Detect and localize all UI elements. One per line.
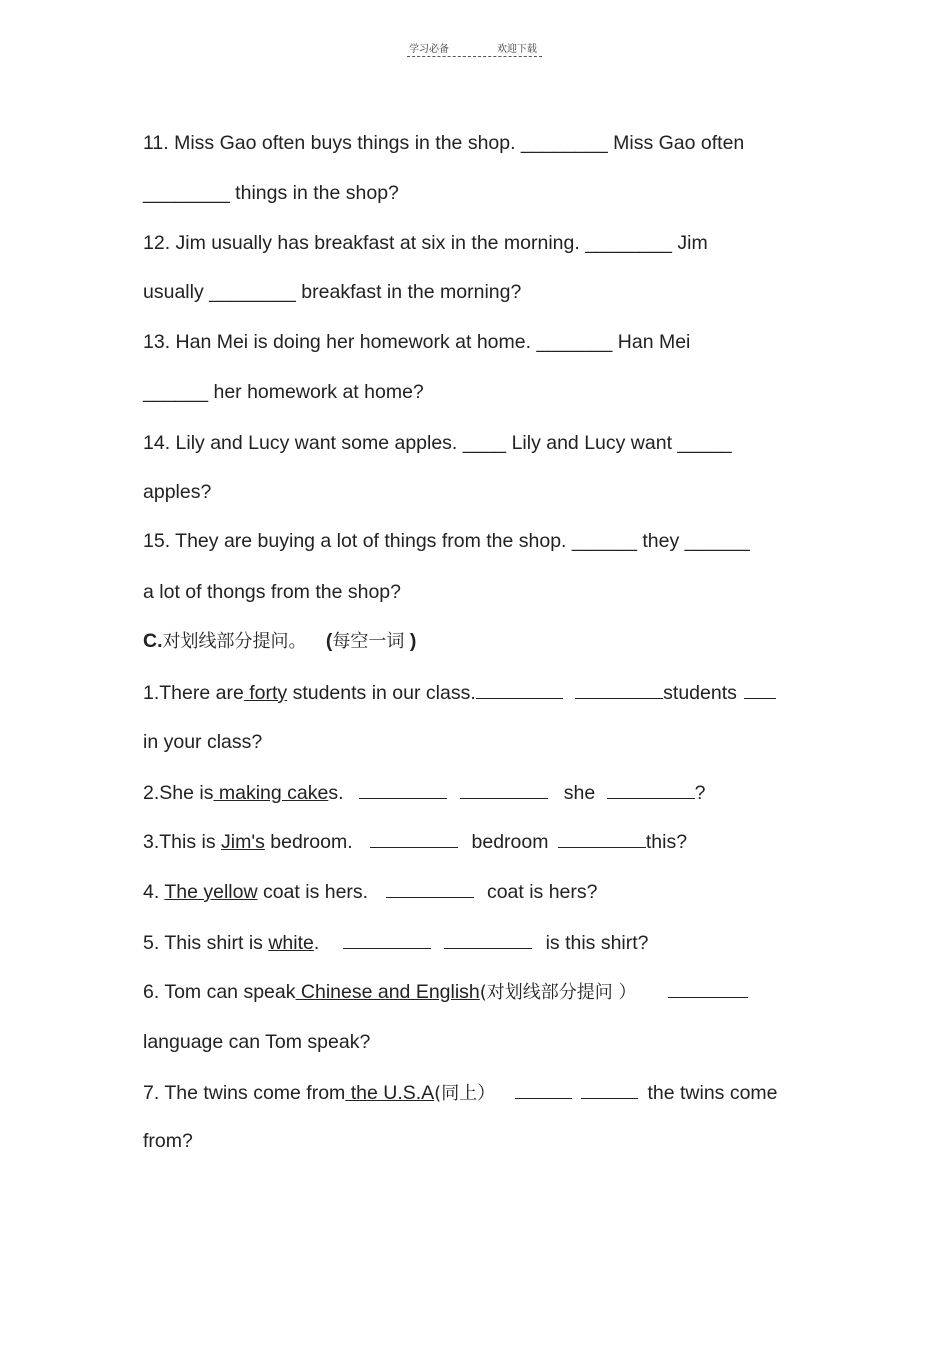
- question-c4: [143, 879, 598, 904]
- c2-underlined: making cake: [213, 782, 329, 804]
- c6-pre: 6. Tom can speak: [143, 981, 296, 1003]
- c3-underlined: Jim's: [221, 831, 265, 853]
- c7-underlined: the U.S.A: [345, 1082, 435, 1104]
- c7-pre: 7. The twins come from: [143, 1082, 346, 1104]
- c1-underlined: forty: [243, 682, 288, 704]
- c7-post: the twins come: [647, 1082, 778, 1104]
- c2-post: s.: [328, 782, 344, 804]
- c4-word: coat is hers?: [486, 881, 598, 903]
- question-13-line-1: 13. Han Mei is doing her homework at home. _______ Han Mei: [143, 331, 691, 353]
- question-c1-line-1: [143, 680, 776, 705]
- question-14-line-1: 14. Lily and Lucy want some apples. ____ Lily and Lucy want _____: [143, 432, 732, 454]
- c5-blank-1[interactable]: [343, 930, 431, 949]
- c3-blank-1[interactable]: [370, 829, 458, 848]
- question-c6-line-2: language can Tom speak?: [143, 1031, 371, 1053]
- c5-word: is this shirt?: [545, 932, 649, 954]
- c7-blank-1[interactable]: [515, 1080, 572, 1099]
- page-header: [407, 38, 542, 57]
- header-left-text: 学习必备: [409, 44, 449, 55]
- c3-blank-2[interactable]: [558, 829, 646, 848]
- question-c7-line-1: [143, 1080, 778, 1106]
- c1-word: students: [663, 682, 737, 704]
- c2-blank-3[interactable]: [607, 780, 695, 799]
- c5-underlined: white: [268, 932, 314, 954]
- section-c-paren-close: ): [404, 630, 417, 652]
- c4-blank-1[interactable]: [386, 879, 474, 898]
- c7-note: (同上）: [434, 1083, 496, 1104]
- section-c-heading: [143, 629, 416, 654]
- question-15-line-2: a lot of thongs from the shop?: [143, 581, 401, 603]
- c4-pre: 4.: [143, 881, 165, 903]
- question-12-line-1: 12. Jim usually has breakfast at six in the morning. ________ Jim: [143, 232, 708, 254]
- section-c-paren-text: 每空一词: [332, 631, 405, 652]
- c1-pre: 1.There are: [143, 682, 244, 704]
- c6-blank-1[interactable]: [668, 979, 748, 998]
- question-c5: [143, 930, 649, 955]
- c4-post: coat is hers.: [257, 881, 369, 903]
- c3-word-1: bedroom: [471, 831, 549, 853]
- c2-blank-1[interactable]: [359, 780, 447, 799]
- section-c-label: C.: [143, 630, 163, 652]
- c2-end: ?: [694, 782, 706, 804]
- question-c3: [143, 829, 687, 854]
- question-c6-line-1: [143, 979, 748, 1005]
- c1-blank-1[interactable]: [476, 680, 563, 699]
- question-11-line-1: 11. Miss Gao often buys things in the shop. ________ Miss Gao often: [143, 132, 745, 154]
- c6-note: (对划线部分提问 ）: [479, 982, 637, 1003]
- c3-word-2: this?: [645, 831, 688, 853]
- c2-pre: 2.She is: [143, 782, 214, 804]
- question-15-line-1: 15. They are buying a lot of things from the shop. ______ they ______: [143, 530, 750, 552]
- c2-word: she: [563, 782, 596, 804]
- question-14-line-2: apples?: [143, 481, 212, 503]
- c3-pre: 3.This is: [143, 831, 222, 853]
- c2-blank-2[interactable]: [460, 780, 548, 799]
- header-right-text: 欢迎下载: [497, 44, 537, 55]
- c1-blank-2[interactable]: [575, 680, 663, 699]
- section-c-instruction: 对划线部分提问。: [162, 631, 307, 652]
- c1-post: students in our class.: [287, 682, 476, 704]
- question-13-line-2: ______ her homework at home?: [143, 381, 424, 403]
- c3-post: bedroom.: [264, 831, 353, 853]
- question-c1-line-2: in your class?: [143, 731, 263, 753]
- c4-underlined: The yellow: [164, 881, 258, 903]
- c5-blank-2[interactable]: [444, 930, 532, 949]
- c7-blank-2[interactable]: [581, 1080, 638, 1099]
- c5-post: .: [313, 932, 320, 954]
- c1-blank-3[interactable]: [744, 680, 776, 699]
- question-c7-line-2: from?: [143, 1130, 193, 1152]
- c5-pre: 5. This shirt is: [143, 932, 269, 954]
- question-12-line-2: usually ________ breakfast in the morning?: [143, 281, 522, 303]
- question-11-line-2: ________ things in the shop?: [143, 182, 399, 204]
- section-c-paren-open: (: [325, 630, 333, 652]
- c6-underlined: Chinese and English: [295, 981, 480, 1003]
- question-c2: [143, 780, 706, 805]
